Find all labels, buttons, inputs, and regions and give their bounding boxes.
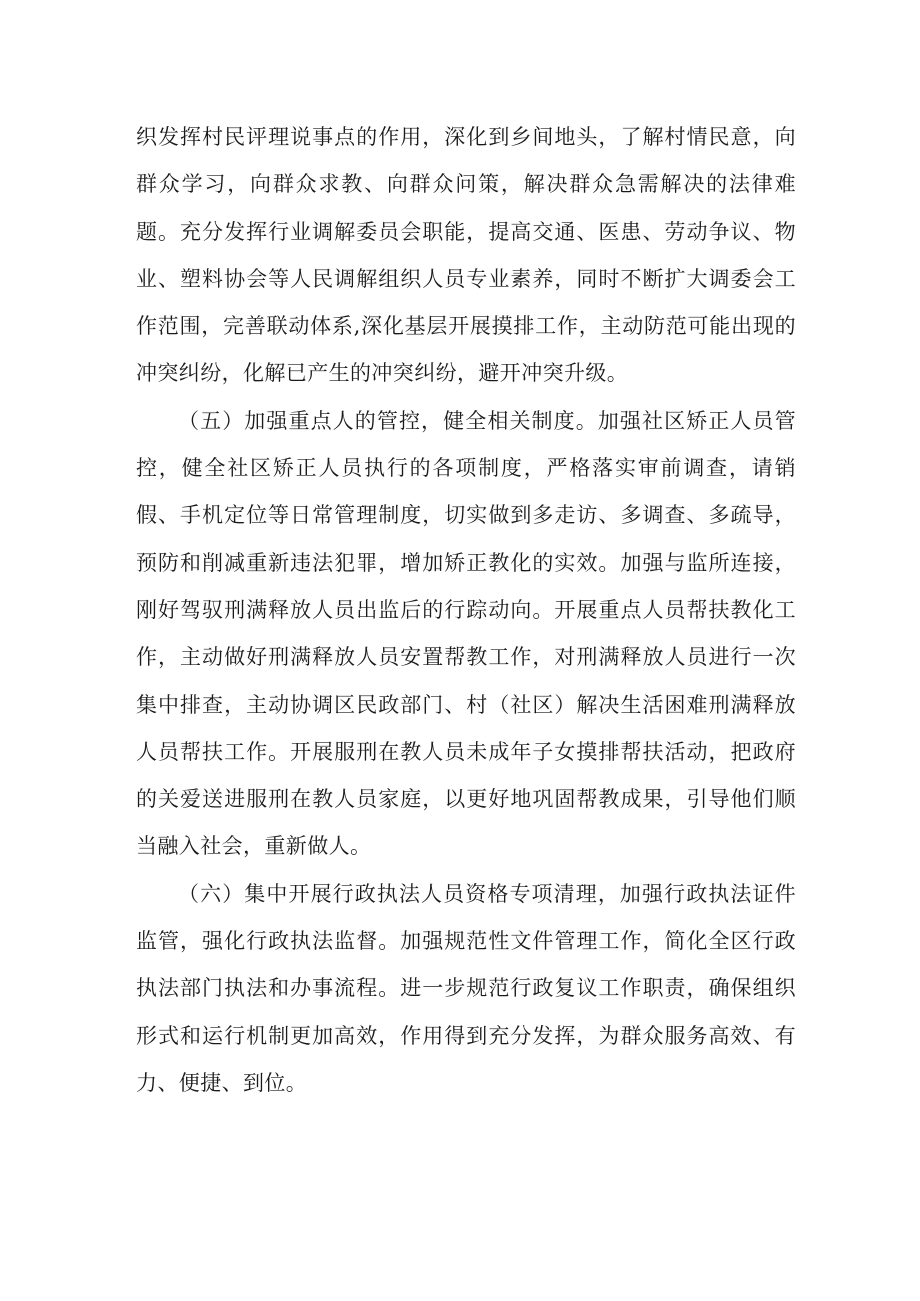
- paragraph-section-5: （五）加强重点人的管控，健全相关制度。加强社区矫正人员管控，健全社区矫正人员执行的各项制度，严格落实审前调查，请销假、手机定位等日常管理制度，切实做到多走访、多调查、多疏导，预防和削减重新违法犯罪，增加矫正教化的实效。加强与监所连接，刚好驾驭刑满释放人员出监后的行踪动向。开展重点人员帮扶教化工作，主动做好刑满释放人员安置帮教工作，对刑满释放人员进行一次集中排查，主动协调区民政部门、村（社区）解决生活困难刑满释放人员帮扶工作。开展服刑在教人员未成年子女摸排帮扶活动，把政府的关爱送进服刑在教人员家庭，以更好地巩固帮教成果，引导他们顺当融入社会，重新做人。: [136, 408, 796, 859]
- document-body: [136, 114, 796, 1107]
- paragraph-continuation: 织发挥村民评理说事点的作用，深化到乡间地头，了解村情民意，向群众学习，向群众求教、向群众问策，解决群众急需解决的法律难题。充分发挥行业调解委员会职能，提高交通、医患、劳动争议、物业、塑料协会等人民调解组织人员专业素养，同时不断扩大调委会工作范围，完善联动体系,深化基层开展摸排工作，主动防范可能出现的冲突纠纷，化解已产生的冲突纠纷，避开冲突升级。: [136, 125, 796, 386]
- paragraph-section-6: （六）集中开展行政执法人员资格专项清理，加强行政执法证件监管，强化行政执法监督。加强规范性文件管理工作，简化全区行政执法部门执法和办事流程。进一步规范行政复议工作职责，确保组织形式和运行机制更加高效，作用得到充分发挥，为群众服务高效、有力、便捷、到位。: [136, 881, 796, 1095]
